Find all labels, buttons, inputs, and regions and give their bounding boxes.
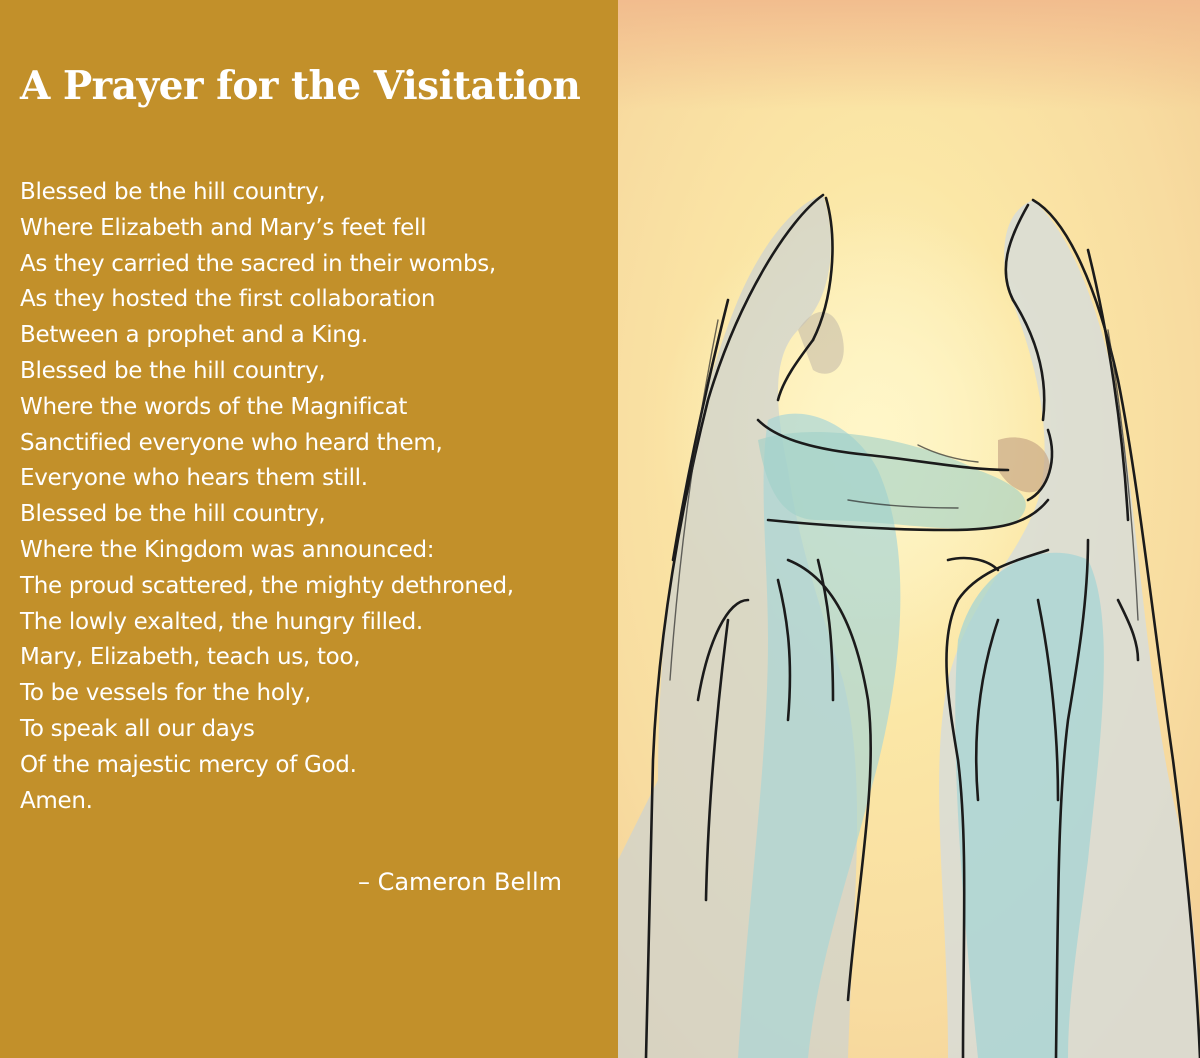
- poem-line: Blessed be the hill country,: [20, 501, 326, 528]
- poem-line: To speak all our days: [20, 715, 255, 742]
- poem-line: Where the words of the Magnificat: [20, 393, 408, 420]
- poem-line: Sanctified everyone who heard them,: [20, 429, 443, 456]
- poem-line: Amen.: [20, 787, 93, 814]
- poem-line: Between a prophet and a King.: [20, 322, 368, 349]
- poem-line: Of the majestic mercy of God.: [20, 751, 357, 778]
- prayer-author: – Cameron Bellm: [357, 868, 562, 896]
- poem-line: Where Elizabeth and Mary’s feet fell: [20, 214, 427, 241]
- poem-line: Mary, Elizabeth, teach us, too,: [20, 644, 361, 671]
- prayer-title: A Prayer for the Visitation: [20, 63, 581, 109]
- two-robed-women-embracing-illustration-icon: [618, 0, 1200, 1058]
- visitation-illustration: [618, 0, 1200, 1058]
- poem-line: To be vessels for the holy,: [20, 680, 312, 707]
- poem-line: Blessed be the hill country,: [20, 357, 326, 384]
- poem-line: The lowly exalted, the hungry filled.: [20, 608, 423, 635]
- poem-line: Where the Kingdom was announced:: [20, 536, 435, 563]
- poem-line: As they carried the sacred in their wombs,: [20, 250, 496, 277]
- poem-line: Everyone who hears them still.: [20, 465, 368, 492]
- poem-line: As they hosted the first collaboration: [20, 286, 436, 313]
- prayer-poem: [20, 175, 514, 819]
- poem-line: Blessed be the hill country,: [20, 179, 326, 205]
- poem-line: The proud scattered, the mighty dethroned,: [20, 572, 514, 599]
